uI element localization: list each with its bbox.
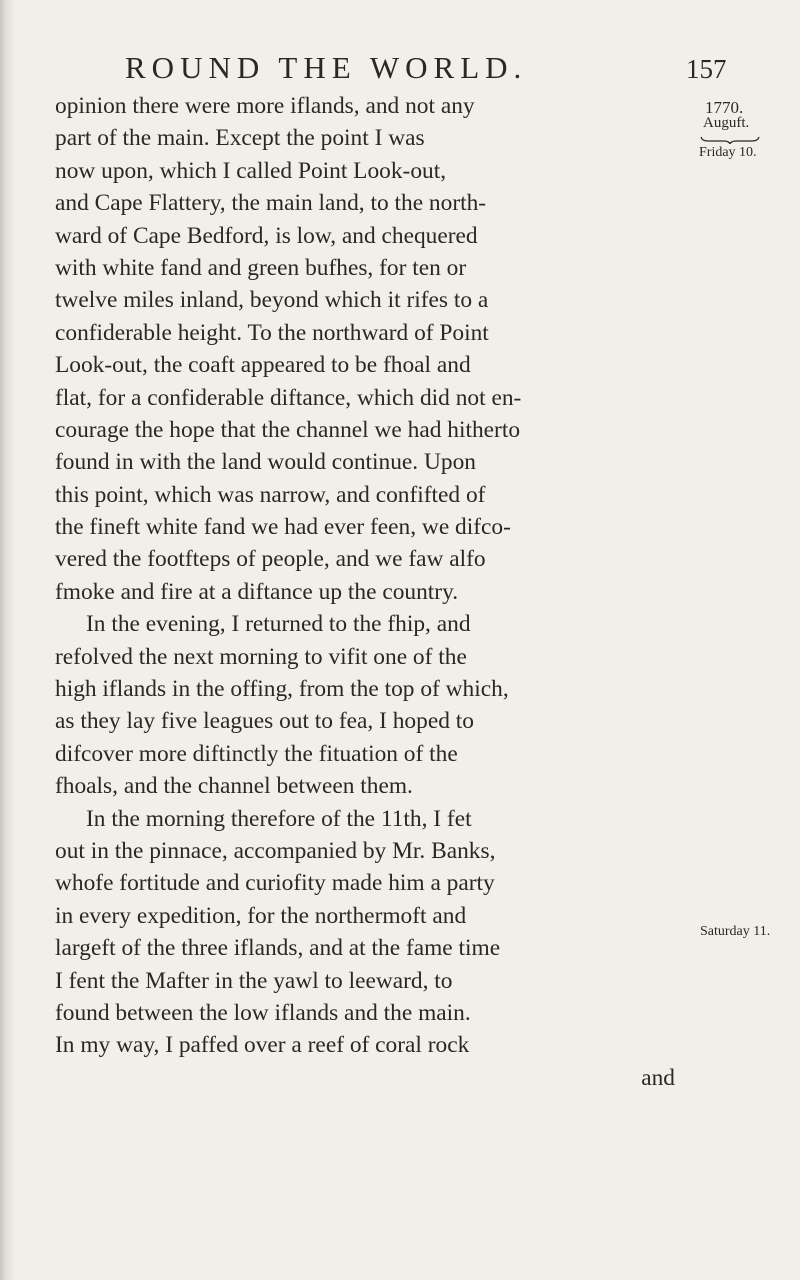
text-line: I fent the Mafter in the yawl to leeward, to bbox=[55, 967, 453, 994]
text-line: found between the low iflands and the main. bbox=[55, 999, 471, 1026]
text-line: now upon, which I called Point Look-out, bbox=[55, 157, 447, 184]
text-line: this point, which was narrow, and confifted of bbox=[55, 481, 486, 508]
text-line: found in with the land would continue. Upon bbox=[55, 449, 476, 476]
margin-note-year: 1770. bbox=[705, 98, 744, 117]
body-text bbox=[55, 90, 695, 1094]
text-line: opinion there were more iflands, and not any bbox=[55, 93, 475, 119]
catchword: and bbox=[641, 1064, 675, 1091]
text-line: the fineft white fand we had ever feen, we difco- bbox=[55, 514, 511, 541]
text-line: In the morning therefore of the 11th, I fet bbox=[86, 805, 472, 832]
text-line: vered the footfteps of people, and we faw alfo bbox=[55, 546, 486, 573]
running-head: ROUND THE WORLD. bbox=[125, 50, 528, 85]
text-line: courage the hope that the channel we had hitherto bbox=[55, 416, 521, 443]
text-line: In the evening, I returned to the fhip, and bbox=[86, 611, 471, 638]
text-line: Look-out, the coaft appeared to be fhoal and bbox=[55, 352, 471, 379]
margin-brace bbox=[700, 136, 760, 144]
text-line: fhoals, and the channel between them. bbox=[55, 773, 413, 800]
margin-note-month: Auguft. bbox=[703, 115, 750, 131]
text-line: refolved the next morning to vifit one of the bbox=[55, 643, 467, 670]
text-line: with white fand and green bufhes, for ten or bbox=[55, 254, 467, 281]
text-line: In my way, I paffed over a reef of coral rock bbox=[55, 1032, 470, 1059]
text-line: high iflands in the offing, from the top of which, bbox=[55, 676, 509, 703]
text-line: as they lay five leagues out to fea, I hoped to bbox=[55, 708, 474, 735]
text-line: whofe fortitude and curiofity made him a party bbox=[55, 870, 495, 897]
text-line: difcover more diftinctly the fituation of the bbox=[55, 740, 458, 767]
text-line: and Cape Flattery, the main land, to the north- bbox=[55, 190, 487, 217]
text-line: part of the main. Except the point I was bbox=[55, 125, 425, 152]
text-line: twelve miles inland, beyond which it rifes to a bbox=[55, 287, 489, 314]
margin-note-saturday: Saturday 11. bbox=[700, 924, 771, 939]
text-line: confiderable height. To the northward of Point bbox=[55, 319, 489, 346]
text-line: out in the pinnace, accompanied by Mr. Banks, bbox=[55, 837, 496, 864]
text-line: ward of Cape Bedford, is low, and chequered bbox=[55, 222, 478, 249]
text-line: fmoke and fire at a diftance up the country. bbox=[55, 578, 459, 605]
page-number: 157 bbox=[686, 54, 727, 84]
text-line: flat, for a confiderable diftance, which did not en- bbox=[55, 384, 522, 411]
page-binding-edge bbox=[0, 0, 16, 1280]
margin-note-friday: Friday 10. bbox=[699, 145, 757, 160]
text-line: largeft of the three iflands, and at the fame time bbox=[55, 935, 501, 962]
text-line: in every expedition, for the northermoft and bbox=[55, 902, 467, 929]
